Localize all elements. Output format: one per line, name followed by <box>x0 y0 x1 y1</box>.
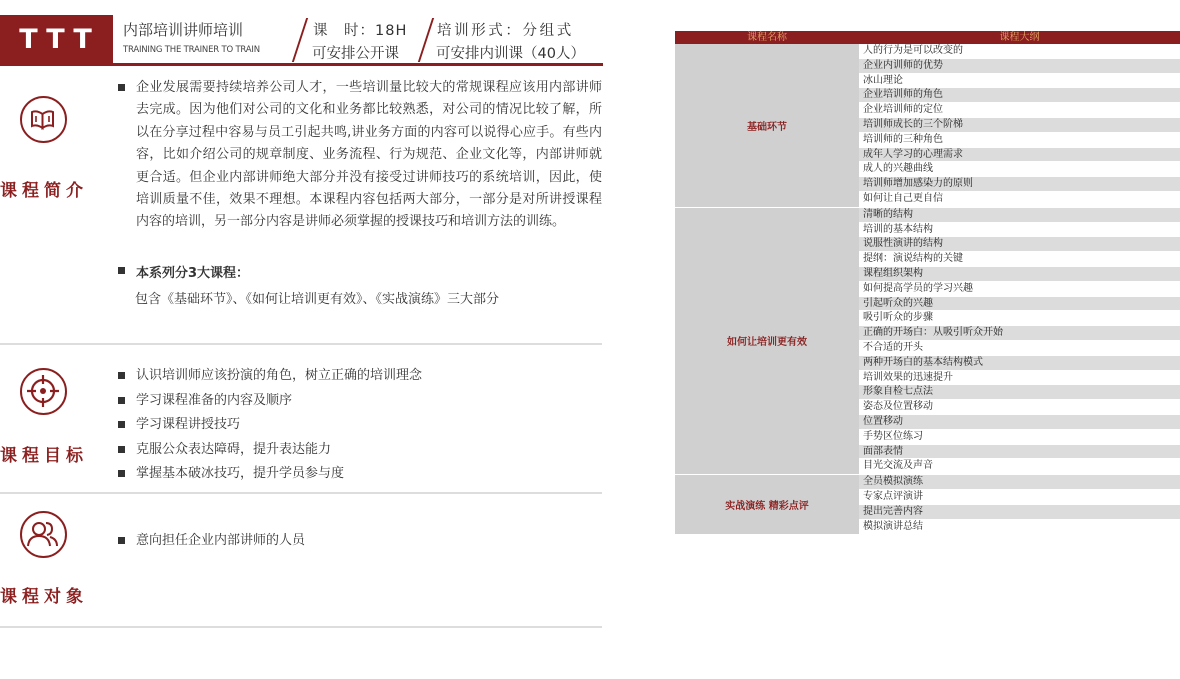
table-row: 全员模拟演练 <box>859 475 1180 490</box>
table-row: 冰山理论 <box>859 74 1180 89</box>
table-row: 企业培训师的定位 <box>859 103 1180 118</box>
outline-group-name: 基础环节 <box>675 44 859 207</box>
table-row: 提纲：演说结构的关键 <box>859 252 1180 267</box>
table-row: 培训效果的迅速提升 <box>859 371 1180 386</box>
course-outline-table <box>675 31 1180 534</box>
book-icon <box>20 96 67 143</box>
list-item: 掌握基本破冰技巧，提升学员参与度 <box>118 462 344 487</box>
table-row: 说服性演讲的结构 <box>859 237 1180 252</box>
list-item: 克服公众表达障碍，提升表达能力 <box>118 438 331 463</box>
table-row: 两种开场白的基本结构模式 <box>859 356 1180 371</box>
table-row: 如何让自己更自信 <box>859 192 1180 207</box>
table-row: 课程组织架构 <box>859 267 1180 282</box>
table-row: 吸引听众的步骤 <box>859 311 1180 326</box>
bullet-square <box>118 267 125 274</box>
outline-group <box>675 475 1180 534</box>
target-icon <box>20 368 67 415</box>
list-item: 认识培训师应该扮演的角色，树立正确的培训理念 <box>118 364 422 389</box>
table-row: 企业内训师的优势 <box>859 59 1180 74</box>
table-row: 成年人学习的心理需求 <box>859 148 1180 163</box>
internal-course-note: 可安排内训课（40人） <box>436 46 585 62</box>
intro-title: 课程简介 <box>0 181 88 201</box>
table-row: 人的行为是可以改变的 <box>859 44 1180 59</box>
table-row: 企业培训师的角色 <box>859 88 1180 103</box>
divider-slash <box>292 18 308 62</box>
table-row: 目光交流及声音 <box>859 459 1180 474</box>
column-header-outline: 课程大纲 <box>999 32 1040 43</box>
table-row: 培训师的三种角色 <box>859 133 1180 148</box>
outline-group <box>675 208 1180 474</box>
course-title: 内部培训讲师培训 <box>123 21 244 39</box>
table-row: 清晰的结构 <box>859 208 1180 223</box>
goals-title: 课程目标 <box>0 446 88 466</box>
ttt-badge: TTT <box>0 15 113 63</box>
table-header <box>675 31 1180 44</box>
course-header <box>0 15 603 67</box>
table-row: 成人的兴趣曲线 <box>859 162 1180 177</box>
table-row: 培训师增加感染力的原则 <box>859 177 1180 192</box>
table-row: 如何提高学员的学习兴趣 <box>859 282 1180 297</box>
course-hours: 课 时：18H <box>313 23 408 39</box>
list-item: 意向担任企业内部讲师的人员 <box>118 529 305 554</box>
table-row: 提出完善内容 <box>859 505 1180 520</box>
table-body <box>675 44 1180 534</box>
intro-paragraph: 企业发展需要持续培养公司人才，一些培训量比较大的常规课程应该用内部讲师去完成。因为他们对公司的文化和业务都比较熟悉，对公司的情况比较了解，所以在分享过程中容易与员工引起共鸣,讲业务方面的内容可以说得心应手。有些内容，比如介绍公司的规章制度、业务流程、行为规范、企业文化等，内部讲师就更合适。但企业内部讲师绝大部分并没有接受过讲师技巧的系统培训，因此，使培训质量不佳，效果不理想。本课程内容包括两大部分，一部分是对所讲授课程内容的培训，另一部分内容是讲师必须掌握的授课技巧和培训方法的训练。 <box>118 77 602 234</box>
table-row: 手势区位练习 <box>859 430 1180 445</box>
table-row: 面部表情 <box>859 445 1180 460</box>
outline-group-name: 实战演练 精彩点评 <box>675 475 859 534</box>
table-row: 专家点评演讲 <box>859 490 1180 505</box>
section-divider <box>0 492 602 494</box>
header-underline <box>0 63 603 66</box>
table-row: 不合适的开头 <box>859 341 1180 356</box>
outline-group-name: 如何让培训更有效 <box>675 208 859 474</box>
section-divider <box>0 343 602 345</box>
section-divider <box>0 626 602 628</box>
series-description: 包含《基础环节》、《如何让培训更有效》、《实战演练》三大部分 <box>135 292 500 307</box>
list-item: 学习课程讲授技巧 <box>118 413 240 438</box>
table-row: 姿态及位置移动 <box>859 400 1180 415</box>
table-row: 模拟演讲总结 <box>859 520 1180 535</box>
table-row: 引起听众的兴趣 <box>859 297 1180 312</box>
course-title-english: TRAINING THE TRAINER TO TRAIN <box>123 45 260 55</box>
list-item: 学习课程准备的内容及顺序 <box>118 389 292 414</box>
table-row: 正确的开场白：从吸引听众开始 <box>859 326 1180 341</box>
audience-title: 课程对象 <box>0 587 88 607</box>
bullet-square <box>118 84 125 91</box>
table-row: 培训的基本结构 <box>859 223 1180 238</box>
people-icon <box>20 511 67 558</box>
public-course-note: 可安排公开课 <box>312 46 399 62</box>
table-row: 培训师成长的三个阶梯 <box>859 118 1180 133</box>
series-title: 本系列分3大课程： <box>118 262 249 281</box>
column-header-category: 课程名称 <box>747 32 787 43</box>
table-row: 形象自检七点法 <box>859 385 1180 400</box>
outline-group <box>675 44 1180 207</box>
table-row: 位置移动 <box>859 415 1180 430</box>
divider-slash <box>418 18 434 62</box>
training-format: 培训形式：分组式 <box>437 23 574 39</box>
